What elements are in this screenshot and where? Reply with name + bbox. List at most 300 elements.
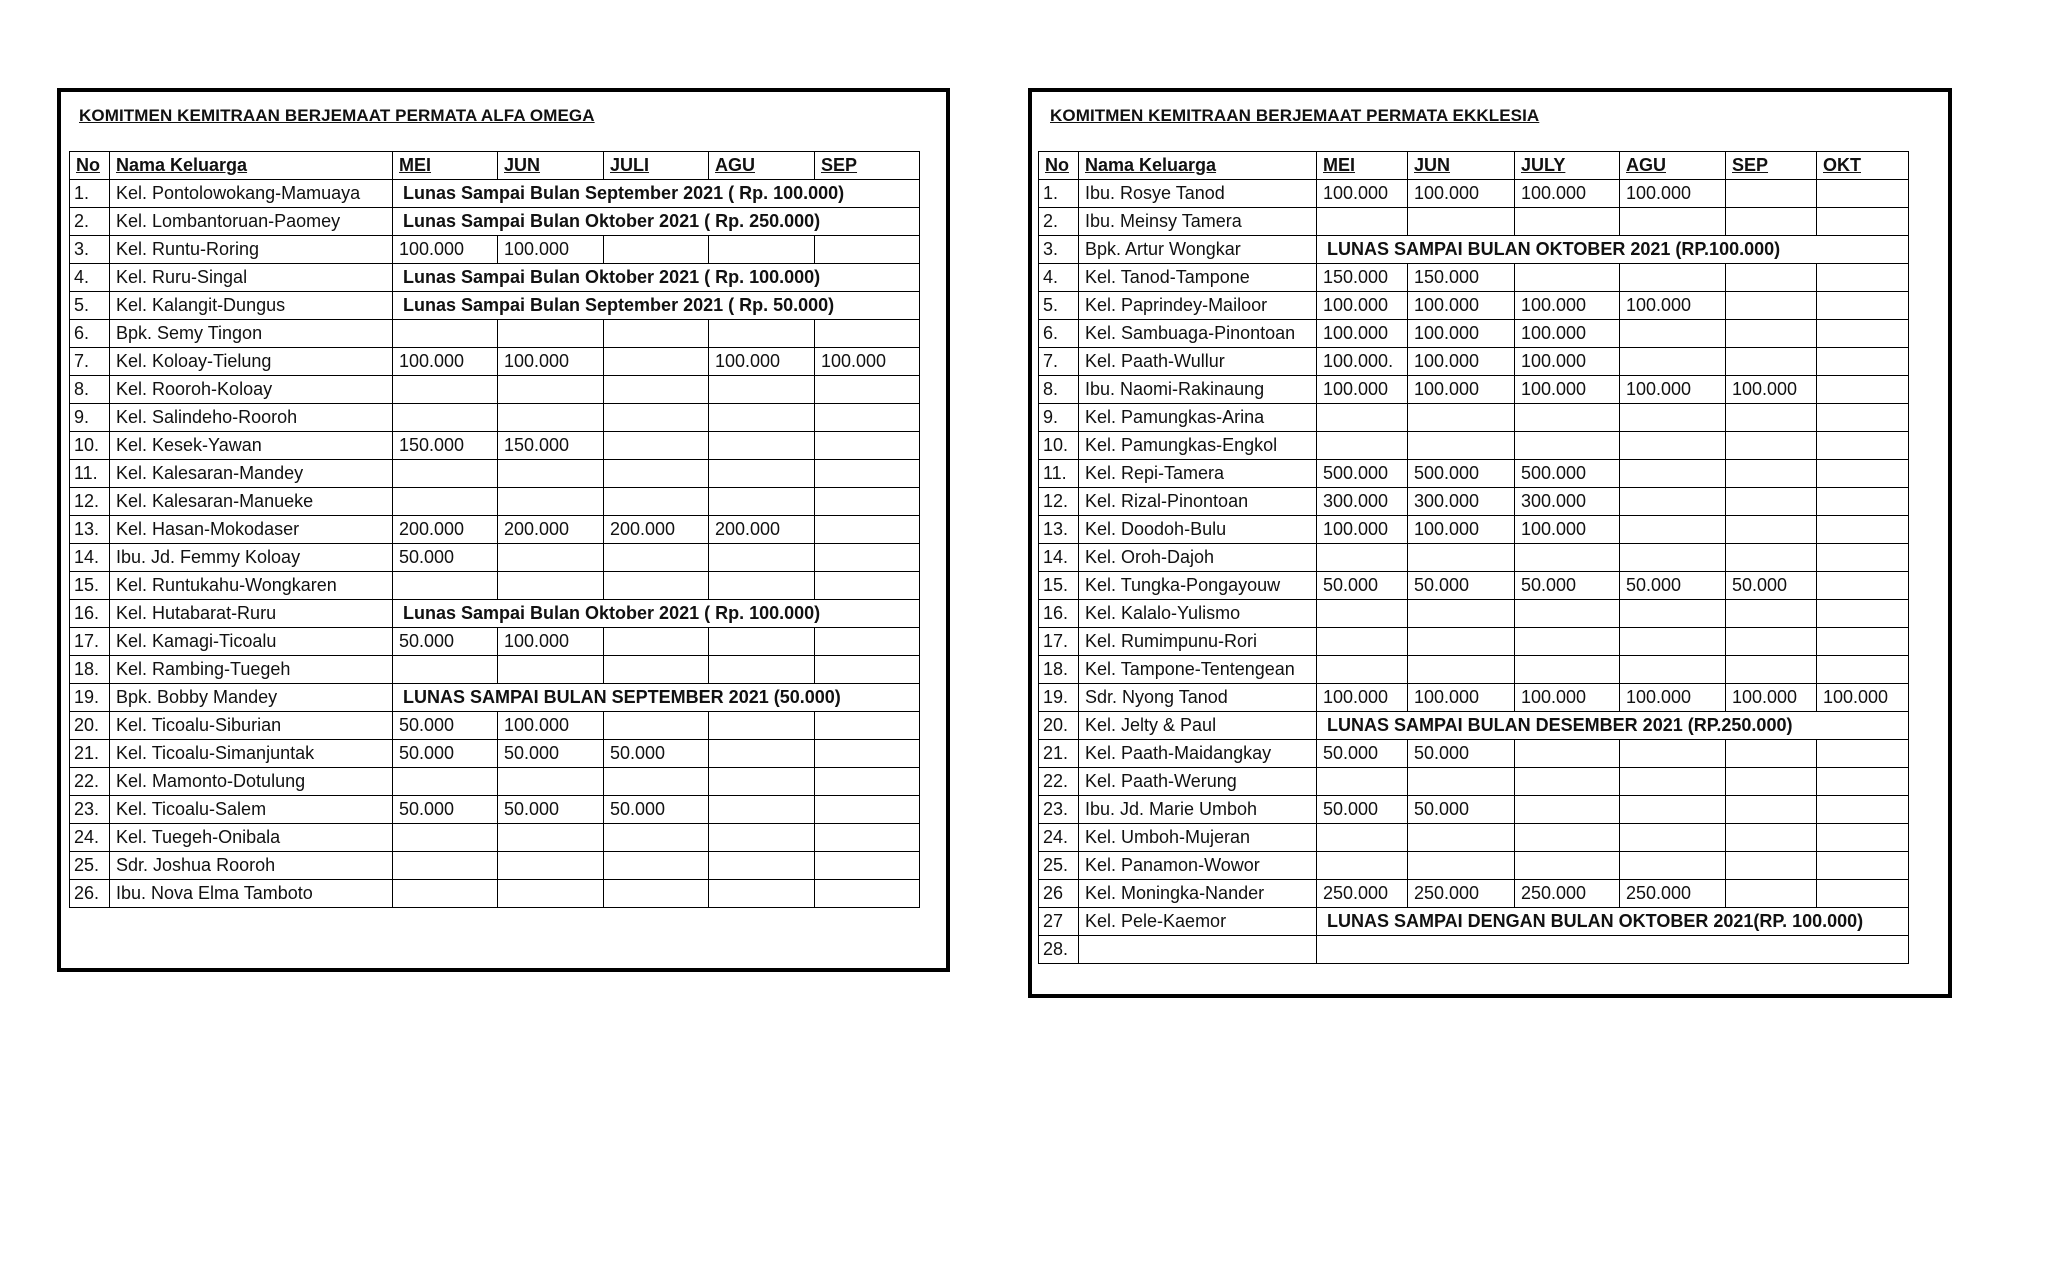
table-row xyxy=(70,628,920,656)
payment-cell: 100.000 xyxy=(498,712,604,740)
payment-cell xyxy=(709,432,815,460)
payment-cell: 200.000 xyxy=(709,516,815,544)
row-number: 10. xyxy=(1039,432,1079,460)
payment-cell xyxy=(709,740,815,768)
row-number: 26 xyxy=(1039,880,1079,908)
payment-cell xyxy=(1317,404,1408,432)
payment-cell xyxy=(1620,348,1726,376)
payment-cell: 100.000 xyxy=(1408,292,1515,320)
family-name: Kel. Paprindey-Mailoor xyxy=(1079,292,1317,320)
payment-cell xyxy=(604,712,709,740)
payment-cell xyxy=(815,880,920,908)
payment-cell: 300.000 xyxy=(1317,488,1408,516)
table-panel-alfa-omega xyxy=(57,88,950,972)
family-name: Kel. Ticoalu-Siburian xyxy=(110,712,393,740)
family-name: Kel. Tampone-Tentengean xyxy=(1079,656,1317,684)
table-row xyxy=(70,796,920,824)
payment-cell xyxy=(1817,208,1909,236)
family-name: Kel. Moningka-Nander xyxy=(1079,880,1317,908)
payment-cell xyxy=(815,404,920,432)
payment-cell xyxy=(1620,208,1726,236)
row-number: 23. xyxy=(1039,796,1079,824)
payment-cell: 100.000 xyxy=(1515,684,1620,712)
payment-cell xyxy=(1817,740,1909,768)
payment-cell xyxy=(709,320,815,348)
payment-cell xyxy=(1408,404,1515,432)
table-row xyxy=(70,208,920,236)
family-name: Bpk. Semy Tingon xyxy=(110,320,393,348)
payment-cell xyxy=(1408,600,1515,628)
payment-cell xyxy=(815,460,920,488)
table-row xyxy=(1039,740,1909,768)
payment-cell xyxy=(1317,208,1408,236)
table-row xyxy=(1039,684,1909,712)
row-number: 21. xyxy=(1039,740,1079,768)
row-number: 7. xyxy=(1039,348,1079,376)
table-row xyxy=(70,684,920,712)
payment-cell xyxy=(498,376,604,404)
payment-cell xyxy=(1817,320,1909,348)
family-name: Kel. Umboh-Mujeran xyxy=(1079,824,1317,852)
family-name: Kel. Ruru-Singal xyxy=(110,264,393,292)
payment-cell xyxy=(709,768,815,796)
payment-cell xyxy=(1620,460,1726,488)
table-row xyxy=(70,516,920,544)
payment-cell xyxy=(1317,628,1408,656)
payment-cell xyxy=(393,320,498,348)
payment-cell xyxy=(815,488,920,516)
payment-cell xyxy=(709,712,815,740)
payment-cell: 50.000 xyxy=(604,796,709,824)
family-name: Kel. Hutabarat-Ruru xyxy=(110,600,393,628)
payment-status-note: Lunas Sampai Bulan Oktober 2021 ( Rp. 100.000) xyxy=(393,600,920,628)
table-row xyxy=(70,292,920,320)
family-name: Kel. Rizal-Pinontoan xyxy=(1079,488,1317,516)
row-number: 12. xyxy=(1039,488,1079,516)
payment-cell xyxy=(709,404,815,432)
row-number: 13. xyxy=(70,516,110,544)
payment-cell xyxy=(1515,824,1620,852)
row-number: 3. xyxy=(70,236,110,264)
payment-cell xyxy=(1620,264,1726,292)
payment-cell xyxy=(709,628,815,656)
table-row xyxy=(70,880,920,908)
payment-cell: 100.000 xyxy=(1408,516,1515,544)
payment-cell: 250.000 xyxy=(1515,880,1620,908)
row-number: 2. xyxy=(1039,208,1079,236)
payment-cell xyxy=(1317,824,1408,852)
payment-cell xyxy=(498,824,604,852)
row-number: 18. xyxy=(70,656,110,684)
payment-cell xyxy=(604,320,709,348)
payment-cell: 100.000 xyxy=(1408,376,1515,404)
payment-cell: 100.000 xyxy=(1817,684,1909,712)
payment-cell: 100.000 xyxy=(1515,292,1620,320)
family-name: Kel. Mamonto-Dotulung xyxy=(110,768,393,796)
table-row xyxy=(70,768,920,796)
panel-title: KOMITMEN KEMITRAAN BERJEMAAT PERMATA EKKLESIA xyxy=(1050,106,1540,125)
table-row xyxy=(70,348,920,376)
payment-cell: 100.000 xyxy=(1408,320,1515,348)
row-number: 11. xyxy=(70,460,110,488)
payment-cell xyxy=(1515,544,1620,572)
payment-cell xyxy=(1817,628,1909,656)
payment-cell: 500.000 xyxy=(1408,460,1515,488)
payment-cell xyxy=(498,572,604,600)
payment-cell xyxy=(1817,376,1909,404)
payment-cell: 50.000 xyxy=(1408,572,1515,600)
row-number: 9. xyxy=(70,404,110,432)
payment-cell: 100.000 xyxy=(1515,320,1620,348)
table-row xyxy=(1039,544,1909,572)
payment-cell xyxy=(709,656,815,684)
payment-cell: 100.000 xyxy=(1317,516,1408,544)
table-row xyxy=(70,572,920,600)
payment-cell xyxy=(393,824,498,852)
payment-cell: 50.000 xyxy=(393,628,498,656)
payment-cell xyxy=(1817,404,1909,432)
row-number: 17. xyxy=(1039,628,1079,656)
payment-cell xyxy=(1620,488,1726,516)
payment-cell xyxy=(1817,852,1909,880)
payment-cell xyxy=(604,880,709,908)
payment-cell xyxy=(1620,852,1726,880)
payment-cell xyxy=(1620,320,1726,348)
payment-cell xyxy=(1515,264,1620,292)
table-row xyxy=(1039,376,1909,404)
payment-cell xyxy=(1408,544,1515,572)
payment-cell xyxy=(1620,768,1726,796)
payment-cell: 150.000 xyxy=(393,432,498,460)
payment-cell xyxy=(1726,348,1817,376)
payment-cell xyxy=(1726,488,1817,516)
payment-status-note: LUNAS SAMPAI BULAN DESEMBER 2021 (RP.250.000) xyxy=(1317,712,1909,740)
payment-cell: 100.000 xyxy=(498,628,604,656)
table-row xyxy=(70,656,920,684)
table-row xyxy=(70,320,920,348)
payment-cell xyxy=(1817,656,1909,684)
payment-cell xyxy=(1317,768,1408,796)
column-header: JULY xyxy=(1515,152,1620,180)
row-number: 13. xyxy=(1039,516,1079,544)
payment-cell xyxy=(604,628,709,656)
table-row xyxy=(70,740,920,768)
payment-cell xyxy=(1726,404,1817,432)
payment-cell xyxy=(1515,768,1620,796)
row-number: 3. xyxy=(1039,236,1079,264)
column-header: AGU xyxy=(1620,152,1726,180)
payment-cell xyxy=(604,432,709,460)
payment-cell: 100.000 xyxy=(1620,180,1726,208)
payment-cell xyxy=(1408,208,1515,236)
payment-cell xyxy=(815,796,920,824)
table-row xyxy=(1039,460,1909,488)
payment-cell xyxy=(815,544,920,572)
payment-cell xyxy=(604,376,709,404)
payment-cell: 100.000 xyxy=(1317,376,1408,404)
payment-cell xyxy=(1726,740,1817,768)
payment-cell: 100.000 xyxy=(1408,684,1515,712)
payment-cell xyxy=(604,404,709,432)
family-name: Bpk. Artur Wongkar xyxy=(1079,236,1317,264)
row-number: 2. xyxy=(70,208,110,236)
row-number: 8. xyxy=(70,376,110,404)
payment-cell xyxy=(1620,628,1726,656)
family-name: Kel. Paath-Maidangkay xyxy=(1079,740,1317,768)
payment-cell: 500.000 xyxy=(1317,460,1408,488)
family-name: Kel. Pele-Kaemor xyxy=(1079,908,1317,936)
family-name: Kel. Runtu-Roring xyxy=(110,236,393,264)
row-number: 5. xyxy=(70,292,110,320)
table-row xyxy=(1039,852,1909,880)
payment-cell xyxy=(815,852,920,880)
payment-cell xyxy=(1726,264,1817,292)
payment-cell xyxy=(815,712,920,740)
payment-cell xyxy=(604,460,709,488)
payment-cell xyxy=(1726,544,1817,572)
payment-cell xyxy=(709,572,815,600)
family-name: Ibu. Rosye Tanod xyxy=(1079,180,1317,208)
payment-cell xyxy=(1726,460,1817,488)
payment-cell xyxy=(1817,600,1909,628)
payment-cell xyxy=(1515,432,1620,460)
payment-cell xyxy=(1620,516,1726,544)
row-number: 11. xyxy=(1039,460,1079,488)
payment-cell: 100.000 xyxy=(1726,376,1817,404)
family-name: Kel. Kamagi-Ticoalu xyxy=(110,628,393,656)
table-header-row xyxy=(1039,152,1909,180)
payment-cell xyxy=(815,236,920,264)
payment-cell: 200.000 xyxy=(393,516,498,544)
row-number: 22. xyxy=(70,768,110,796)
payment-cell xyxy=(1726,292,1817,320)
payment-status-note: Lunas Sampai Bulan September 2021 ( Rp. 100.000) xyxy=(393,180,920,208)
payment-cell: 100.000 xyxy=(393,348,498,376)
table-row xyxy=(70,404,920,432)
row-number: 4. xyxy=(1039,264,1079,292)
payment-cell xyxy=(1726,432,1817,460)
table-row xyxy=(70,460,920,488)
row-number: 15. xyxy=(70,572,110,600)
family-name: Kel. Pamungkas-Engkol xyxy=(1079,432,1317,460)
payment-cell: 50.000 xyxy=(1317,796,1408,824)
payment-cell xyxy=(1817,824,1909,852)
payment-cell xyxy=(815,768,920,796)
payment-cell: 50.000 xyxy=(1726,572,1817,600)
payment-cell: 150.000 xyxy=(1408,264,1515,292)
payment-cell xyxy=(1408,852,1515,880)
family-name: Bpk. Bobby Mandey xyxy=(110,684,393,712)
table-row xyxy=(70,264,920,292)
payment-cell: 50.000 xyxy=(1317,740,1408,768)
family-name: Kel. Kalesaran-Mandey xyxy=(110,460,393,488)
payment-cell xyxy=(1620,656,1726,684)
payment-cell xyxy=(604,236,709,264)
payment-cell xyxy=(815,376,920,404)
table-row xyxy=(70,600,920,628)
row-number: 22. xyxy=(1039,768,1079,796)
table-row xyxy=(1039,712,1909,740)
payment-cell xyxy=(1726,516,1817,544)
payment-cell: 300.000 xyxy=(1515,488,1620,516)
column-header: MEI xyxy=(393,152,498,180)
payment-cell: 250.000 xyxy=(1408,880,1515,908)
table-row xyxy=(1039,824,1909,852)
table-body xyxy=(70,180,920,908)
payment-cell: 150.000 xyxy=(498,432,604,460)
payment-cell xyxy=(815,432,920,460)
payment-cell: 100.000 xyxy=(1726,684,1817,712)
family-name: Kel. Pamungkas-Arina xyxy=(1079,404,1317,432)
payment-cell xyxy=(604,572,709,600)
payment-cell xyxy=(1515,600,1620,628)
payment-cell xyxy=(393,460,498,488)
row-number: 12. xyxy=(70,488,110,516)
table-row xyxy=(1039,348,1909,376)
payment-cell: 100.000 xyxy=(1408,348,1515,376)
payment-cell xyxy=(498,320,604,348)
family-name: Ibu. Meinsy Tamera xyxy=(1079,208,1317,236)
payment-cell xyxy=(1515,628,1620,656)
family-name: Kel. Pontolowokang-Mamuaya xyxy=(110,180,393,208)
payment-cell xyxy=(1726,824,1817,852)
commitment-table xyxy=(1038,151,1909,964)
payment-cell xyxy=(604,544,709,572)
payment-cell xyxy=(1620,740,1726,768)
payment-cell: 100.000. xyxy=(1317,348,1408,376)
payment-status-note: Lunas Sampai Bulan Oktober 2021 ( Rp. 250.000) xyxy=(393,208,920,236)
table-row xyxy=(1039,180,1909,208)
payment-cell xyxy=(1620,796,1726,824)
row-number: 21. xyxy=(70,740,110,768)
payment-cell: 50.000 xyxy=(393,740,498,768)
payment-cell xyxy=(1817,544,1909,572)
payment-cell xyxy=(393,572,498,600)
payment-status-note: LUNAS SAMPAI BULAN OKTOBER 2021 (RP.100.000) xyxy=(1317,236,1909,264)
payment-cell: 100.000 xyxy=(1317,320,1408,348)
column-header: Nama Keluarga xyxy=(110,152,393,180)
family-name: Kel. Runtukahu-Wongkaren xyxy=(110,572,393,600)
payment-cell xyxy=(604,768,709,796)
payment-cell xyxy=(815,656,920,684)
payment-cell xyxy=(1726,656,1817,684)
payment-cell: 100.000 xyxy=(1317,292,1408,320)
payment-cell: 50.000 xyxy=(604,740,709,768)
table-row xyxy=(70,488,920,516)
row-number: 20. xyxy=(70,712,110,740)
table-row xyxy=(1039,908,1909,936)
row-number: 4. xyxy=(70,264,110,292)
family-name: Kel. Oroh-Dajoh xyxy=(1079,544,1317,572)
family-name: Sdr. Nyong Tanod xyxy=(1079,684,1317,712)
payment-cell xyxy=(604,488,709,516)
payment-cell: 100.000 xyxy=(1620,292,1726,320)
table-row xyxy=(1039,264,1909,292)
payment-cell xyxy=(1817,572,1909,600)
payment-cell xyxy=(1408,768,1515,796)
table-row xyxy=(1039,404,1909,432)
table-row xyxy=(1039,320,1909,348)
payment-cell xyxy=(1817,348,1909,376)
table-row xyxy=(70,824,920,852)
row-number: 1. xyxy=(70,180,110,208)
payment-cell xyxy=(1620,432,1726,460)
family-name: Kel. Kalangit-Dungus xyxy=(110,292,393,320)
table-row xyxy=(1039,208,1909,236)
table-row xyxy=(1039,488,1909,516)
payment-cell: 200.000 xyxy=(604,516,709,544)
payment-status-note: LUNAS SAMPAI BULAN SEPTEMBER 2021 (50.000) xyxy=(393,684,920,712)
family-name: Kel. Repi-Tamera xyxy=(1079,460,1317,488)
payment-cell: 100.000 xyxy=(393,236,498,264)
panel-title: KOMITMEN KEMITRAAN BERJEMAAT PERMATA ALFA OMEGA xyxy=(79,106,595,125)
row-number: 20. xyxy=(1039,712,1079,740)
payment-cell xyxy=(815,572,920,600)
family-name: Kel. Tanod-Tampone xyxy=(1079,264,1317,292)
row-number: 25. xyxy=(70,852,110,880)
row-number: 15. xyxy=(1039,572,1079,600)
table-row xyxy=(70,376,920,404)
row-number: 14. xyxy=(1039,544,1079,572)
table-row xyxy=(70,432,920,460)
family-name: Ibu. Nova Elma Tamboto xyxy=(110,880,393,908)
payment-cell: 50.000 xyxy=(393,796,498,824)
payment-cell: 100.000 xyxy=(498,348,604,376)
payment-cell xyxy=(709,376,815,404)
payment-cell xyxy=(1817,292,1909,320)
row-number: 5. xyxy=(1039,292,1079,320)
table-row xyxy=(1039,572,1909,600)
payment-cell xyxy=(709,460,815,488)
payment-cell: 50.000 xyxy=(1515,572,1620,600)
payment-cell xyxy=(1817,796,1909,824)
family-name xyxy=(1079,936,1317,964)
commitment-table xyxy=(69,151,920,908)
row-number: 24. xyxy=(70,824,110,852)
payment-cell xyxy=(1726,768,1817,796)
payment-cell xyxy=(1620,824,1726,852)
column-header: MEI xyxy=(1317,152,1408,180)
payment-cell xyxy=(815,740,920,768)
payment-cell xyxy=(393,656,498,684)
payment-cell xyxy=(1408,656,1515,684)
payment-cell xyxy=(498,852,604,880)
table-row xyxy=(70,236,920,264)
table-row xyxy=(70,544,920,572)
family-name: Ibu. Jd. Femmy Koloay xyxy=(110,544,393,572)
family-name: Kel. Ticoalu-Simanjuntak xyxy=(110,740,393,768)
family-name: Ibu. Naomi-Rakinaung xyxy=(1079,376,1317,404)
payment-cell: 150.000 xyxy=(1317,264,1408,292)
family-name: Sdr. Joshua Rooroh xyxy=(110,852,393,880)
payment-cell xyxy=(1317,852,1408,880)
payment-cell xyxy=(1408,628,1515,656)
payment-cell xyxy=(1726,600,1817,628)
payment-cell: 100.000 xyxy=(1317,180,1408,208)
payment-cell xyxy=(1620,544,1726,572)
table-header-row xyxy=(70,152,920,180)
row-number: 17. xyxy=(70,628,110,656)
row-number: 6. xyxy=(70,320,110,348)
payment-cell xyxy=(498,460,604,488)
payment-cell: 100.000 xyxy=(1620,684,1726,712)
family-name: Kel. Kesek-Yawan xyxy=(110,432,393,460)
row-number: 19. xyxy=(70,684,110,712)
row-number: 14. xyxy=(70,544,110,572)
table-row xyxy=(1039,292,1909,320)
column-header: OKT xyxy=(1817,152,1909,180)
table-row xyxy=(1039,936,1909,964)
